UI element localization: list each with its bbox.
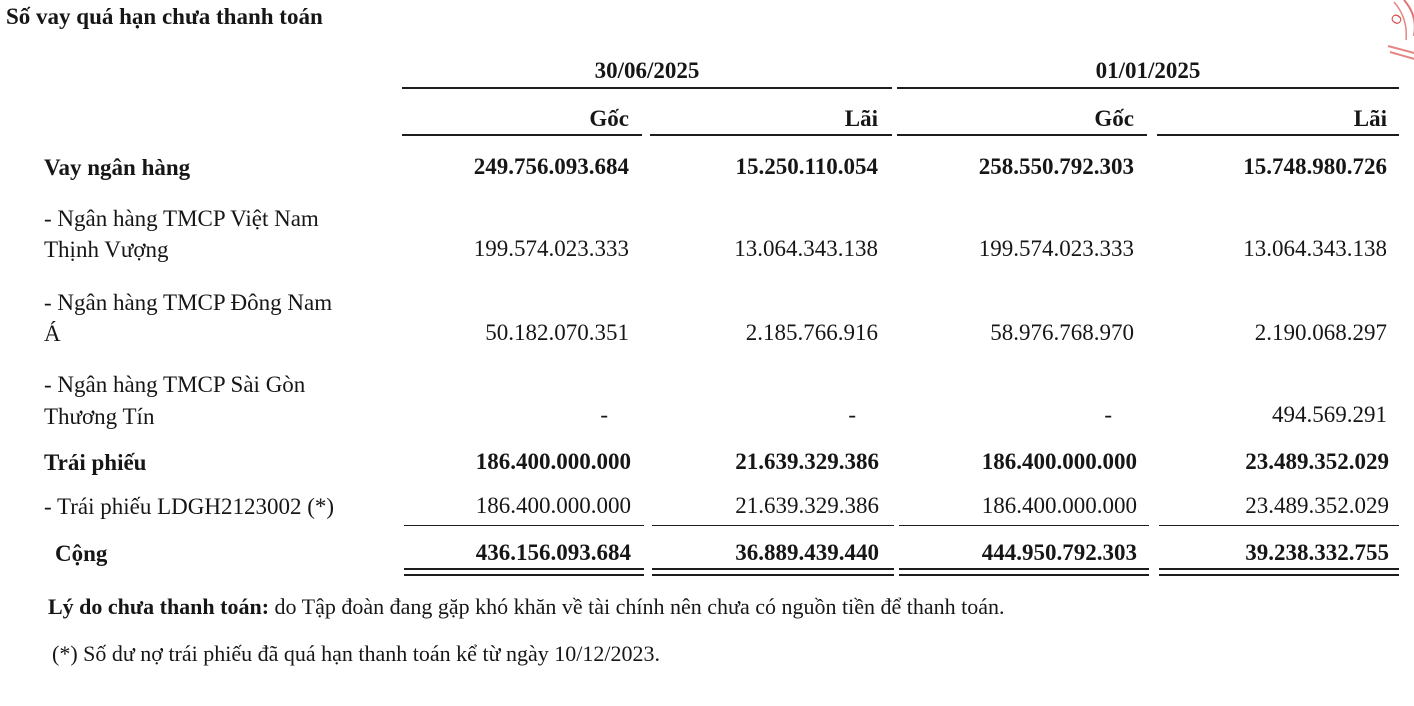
period-header-2: 01/01/2025 [1095, 58, 1201, 83]
cell-bonds-lai-2025-06: 21.639.329.386 [735, 449, 879, 474]
period-header-1: 30/06/2025 [594, 58, 700, 83]
row-label-bank-loans: Vay ngân hàng [44, 155, 191, 180]
cell-bank-loans-goc-2025-01: 258.550.792.303 [978, 154, 1134, 179]
row-label-bond-ldgh: - Trái phiếu LDGH2123002 (*) [44, 494, 335, 519]
cell-bond-ldgh-goc-2025-01: 186.400.000.000 [981, 493, 1137, 518]
row-label-tpbank-line2: Thịnh Vượng [44, 237, 169, 262]
row-label-sacombank-line2: Thương Tín [44, 404, 155, 429]
cell-bond-ldgh-goc-2025-06: 186.400.000.000 [475, 493, 631, 518]
cell-total-lai-2025-01: 39.238.332.755 [1245, 540, 1389, 565]
row-label-total: Cộng [55, 541, 108, 566]
subheader-lai-1: Lãi [844, 106, 878, 131]
cell-bank-loans-lai-2025-01: 15.748.980.726 [1243, 154, 1387, 179]
stamp-mark [1384, 0, 1414, 66]
cell-bonds-goc-2025-06: 186.400.000.000 [475, 449, 631, 474]
footnote: (*) Số dư nợ trái phiếu đã quá hạn thanh toán kể từ ngày 10/12/2023. [52, 641, 660, 666]
period-header-1-rule [402, 87, 892, 89]
reason-text: do Tập đoàn đang gặp khó khăn về tài chính nên chưa có nguồn tiền để thanh toán. [269, 594, 1005, 619]
section-title: Số vay quá hạn chưa thanh toán [6, 4, 323, 29]
cell-seabank-goc-2025-01: 58.976.768.970 [990, 320, 1134, 345]
subheader-lai-2: Lãi [1353, 106, 1387, 131]
cell-sacombank-lai-2025-06: - [848, 402, 856, 427]
period-header-2-rule [897, 87, 1399, 89]
cell-sacombank-lai-2025-01: 494.569.291 [1272, 402, 1387, 427]
row-label-sacombank-line1: - Ngân hàng TMCP Sài Gòn [44, 372, 306, 397]
subtotal-rule-2 [652, 525, 894, 526]
total-double-rule-1 [404, 568, 644, 576]
cell-bond-ldgh-lai-2025-06: 21.639.329.386 [735, 493, 879, 518]
cell-seabank-lai-2025-06: 2.185.766.916 [745, 320, 878, 345]
row-label-bonds: Trái phiếu [44, 450, 147, 475]
subheader-goc-2: Gốc [1094, 106, 1134, 131]
total-double-rule-2 [652, 568, 894, 576]
cell-seabank-lai-2025-01: 2.190.068.297 [1254, 320, 1387, 345]
subheader-rule-2 [650, 134, 892, 136]
total-double-rule-4 [1159, 568, 1399, 576]
svg-text:O: O [1388, 11, 1407, 28]
cell-bonds-lai-2025-01: 23.489.352.029 [1245, 449, 1389, 474]
cell-tpbank-lai-2025-01: 13.064.343.138 [1243, 236, 1387, 261]
cell-seabank-goc-2025-06: 50.182.070.351 [485, 320, 629, 345]
reason-label: Lý do chưa thanh toán: [48, 594, 270, 619]
cell-tpbank-goc-2025-06: 199.574.023.333 [473, 236, 629, 261]
cell-tpbank-lai-2025-06: 13.064.343.138 [734, 236, 878, 261]
cell-bank-loans-lai-2025-06: 15.250.110.054 [735, 154, 878, 179]
cell-sacombank-goc-2025-01: - [1104, 402, 1112, 427]
total-double-rule-3 [899, 568, 1149, 576]
row-label-seabank-line1: - Ngân hàng TMCP Đông Nam [44, 290, 333, 315]
cell-total-goc-2025-01: 444.950.792.303 [981, 540, 1137, 565]
cell-tpbank-goc-2025-01: 199.574.023.333 [978, 236, 1134, 261]
cell-bond-ldgh-lai-2025-01: 23.489.352.029 [1245, 493, 1389, 518]
cell-bonds-goc-2025-01: 186.400.000.000 [981, 449, 1137, 474]
reason-note [48, 594, 1005, 620]
subheader-rule-4 [1157, 134, 1399, 136]
subheader-rule-3 [897, 134, 1147, 136]
subtotal-rule-1 [404, 525, 644, 526]
row-label-seabank-line2: Á [44, 321, 61, 346]
subheader-rule-1 [402, 134, 642, 136]
row-label-tpbank-line1: - Ngân hàng TMCP Việt Nam [44, 206, 319, 231]
cell-total-lai-2025-06: 36.889.439.440 [735, 540, 879, 565]
subtotal-rule-3 [899, 525, 1149, 526]
subtotal-rule-4 [1159, 525, 1399, 526]
cell-total-goc-2025-06: 436.156.093.684 [475, 540, 631, 565]
subheader-goc-1: Gốc [589, 106, 629, 131]
cell-bank-loans-goc-2025-06: 249.756.093.684 [473, 154, 629, 179]
cell-sacombank-goc-2025-06: - [600, 402, 608, 427]
